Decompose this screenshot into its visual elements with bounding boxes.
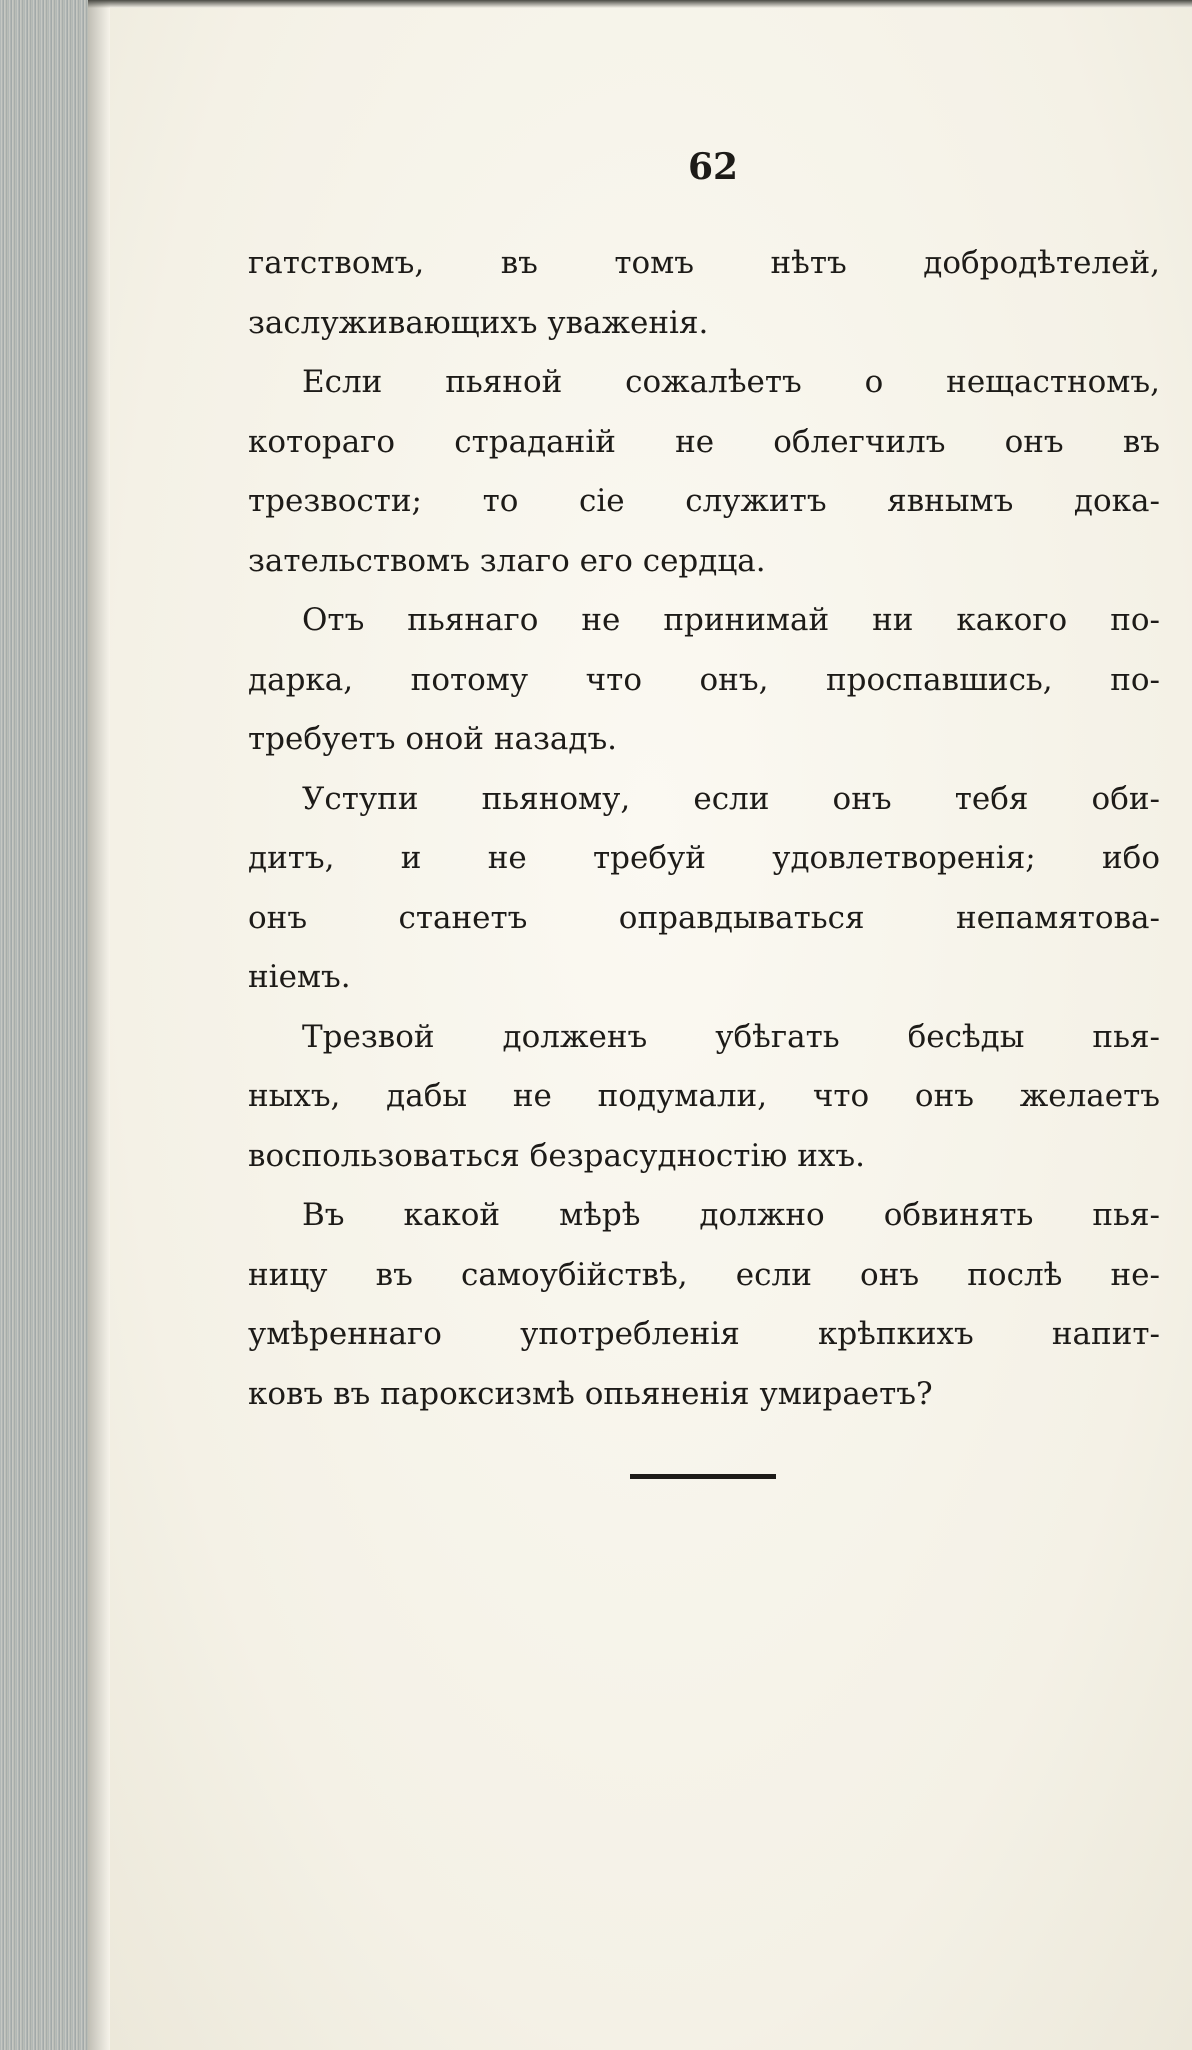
text-line: Въ какой мѣрѣ должно обвинять пья-: [302, 1197, 1160, 1233]
body-text: [248, 234, 1160, 1424]
text-line: Если пьяной сожалѣетъ о нещастномъ,: [302, 364, 1160, 400]
paragraph-1: [248, 234, 1160, 353]
text-line: ніемъ.: [248, 959, 351, 995]
text-line: котораго страданій не облегчилъ онъ въ: [248, 423, 1160, 460]
text-line: ковъ въ пароксизмѣ опьяненія умираетъ?: [248, 1375, 933, 1412]
text-line: онъ станетъ оправдываться непамятова-: [248, 899, 1160, 936]
text-line: трезвости; то сіе служитъ явнымъ дока-: [248, 483, 1160, 519]
text-line: заслуживающихъ уваженія.: [248, 304, 709, 341]
text-line: зательствомъ злаго его сердца.: [248, 542, 766, 579]
text-line: дарка, потому что онъ, проспавшись, по-: [248, 661, 1160, 698]
text-line: Отъ пьянаго не принимай ни какого по-: [302, 602, 1160, 638]
page-number: 62: [688, 146, 739, 188]
text-line: ныхъ, дабы не подумали, что онъ желаетъ: [248, 1078, 1160, 1114]
paragraph-3: [248, 591, 1160, 770]
gutter-shadow: [88, 0, 110, 2050]
text-line: ницу въ самоубійствѣ, если онъ послѣ не-: [248, 1256, 1160, 1293]
text-line: воспользоваться безрасудностію ихъ.: [248, 1137, 865, 1174]
text-line: гатствомъ, въ томъ нѣтъ добродѣтелей,: [248, 245, 1160, 281]
paragraph-2: [248, 353, 1160, 591]
paragraph-5: [248, 1008, 1160, 1187]
text-line: дитъ, и не требуй удовлетворенія; ибо: [248, 840, 1160, 876]
page-edges-stack: [0, 0, 88, 2050]
text-line: требуетъ оной назадъ.: [248, 721, 618, 757]
text-line: умѣреннаго употребленія крѣпкихъ напит-: [248, 1316, 1160, 1352]
paragraph-4: [248, 770, 1160, 1008]
end-rule: [630, 1474, 776, 1479]
text-line: Уступи пьяному, если онъ тебя оби-: [302, 780, 1160, 817]
top-edge-shadow: [88, 0, 1192, 8]
text-line: Трезвой долженъ убѣгать бесѣды пья-: [302, 1018, 1160, 1055]
paragraph-6: [248, 1186, 1160, 1424]
